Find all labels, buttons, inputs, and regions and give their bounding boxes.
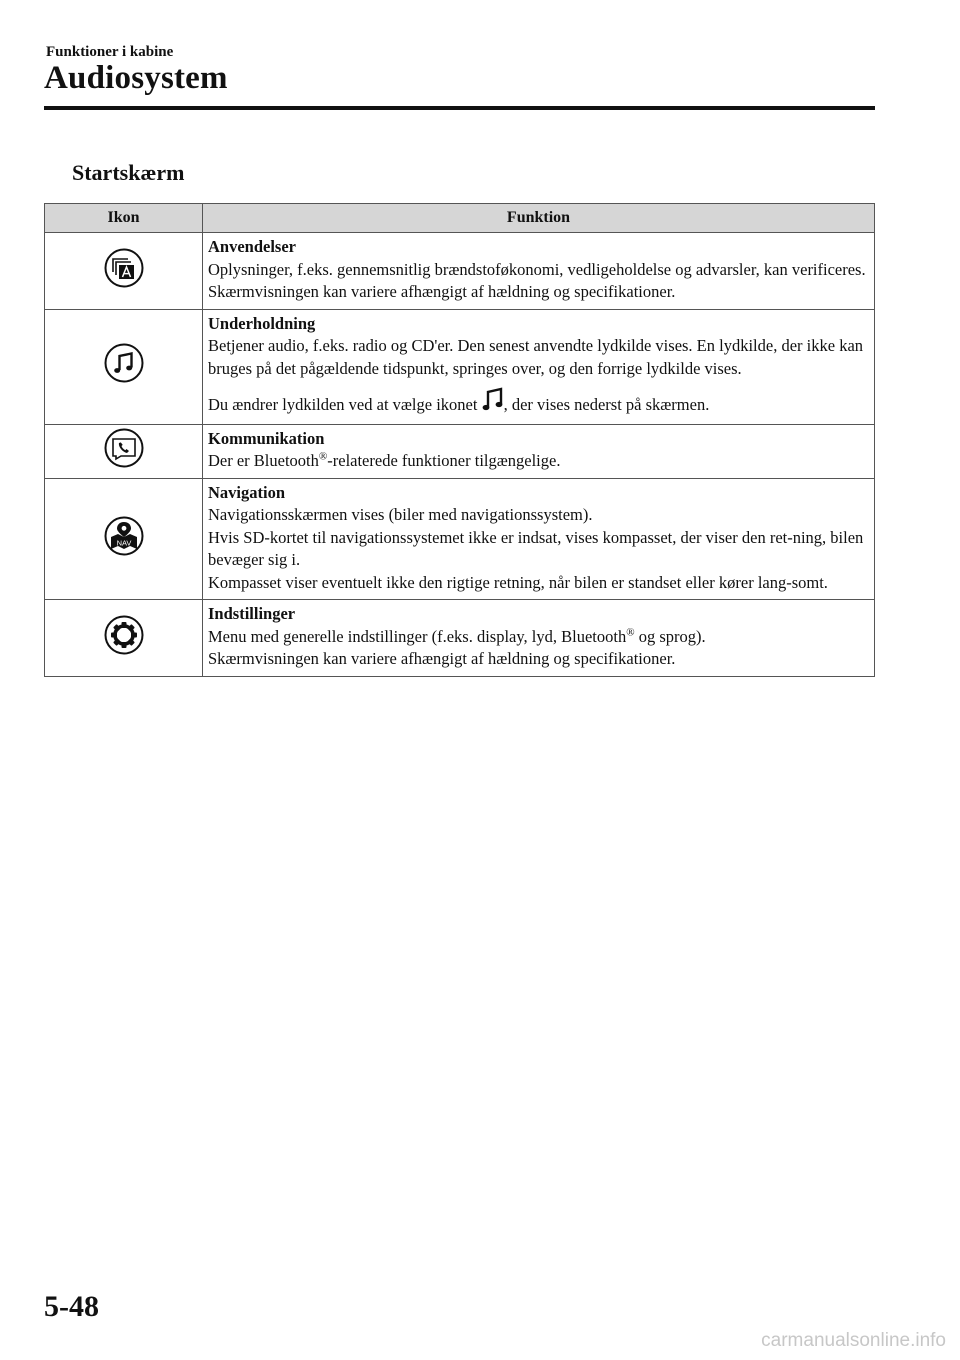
icon-cell [45,478,203,600]
table-row [45,478,875,600]
row-description: Oplysninger, f.eks. gennemsnitlig brændstoføkonomi, vedligeholdelse og advarsler, kan verificeres. [208,259,866,279]
icon-cell [45,309,203,424]
note-text-before: Du ændrer lydkilden ved at vælge ikonet [208,395,478,414]
row-description [208,450,868,473]
watermark: carmanualsonline.info [761,1330,946,1351]
function-cell [203,309,875,424]
page-number: 5-48 [44,1290,99,1323]
music-note-icon [482,386,504,419]
row-description [208,626,868,649]
table-header-row [45,204,875,233]
nav-icon [104,516,144,563]
icon-cell [45,600,203,677]
music-note-icon [104,343,144,390]
row-title: Navigation [208,482,286,502]
column-header-icon: Ikon [45,204,203,233]
section-label: Funktioner i kabine [46,44,174,60]
nav-icon-label: NAV [116,538,131,548]
row-note: Hvis SD-kortet til navigationssystemet ikke er indsat, vises kompasset, der viser den ret-ning, bilen bevæger sig i. [208,527,864,569]
table-row [45,309,875,424]
column-header-function: Funktion [203,204,875,233]
row-note: Kompasset viser eventuelt ikke den rigtige retning, når bilen er standset eller kører lang-somt. [208,572,828,592]
table-row [45,233,875,310]
registered-mark: ® [318,450,328,463]
phone-icon [104,428,144,475]
description-text: Menu med generelle indstillinger (f.eks. display, lyd, Bluetooth [208,626,627,646]
row-description: Navigationsskærmen vises (biler med navigationssystem). [208,505,593,524]
row-description: Betjener audio, f.eks. radio og CD'er. Den senest anvendte lydkilde vises. En lydkilde, der ikke kan bruges på det pågældende tidspunkt, springes over, og den forrige lydkilde vises. [208,336,864,378]
row-title: Underholdning [208,313,316,333]
icon-cell [45,233,203,310]
note-text-after: , der vises nederst på skærmen. [503,395,710,414]
row-note [208,386,868,419]
description-text: Der er Bluetooth [208,451,319,470]
description-text-after: og sprog). [634,626,706,646]
row-title: Anvendelser [208,237,296,256]
row-title: Kommunikation [208,428,325,448]
function-cell [203,424,875,478]
function-cell [203,600,875,677]
table-row [45,424,875,478]
description-text-after: -relaterede funktioner tilgængelige. [327,451,561,470]
row-note: Skærmvisningen kan variere afhængigt af hældning og specifikationer. [208,649,676,668]
header-divider [44,106,875,110]
gear-icon [104,615,144,662]
registered-mark: ® [626,626,635,638]
row-title: Indstillinger [208,604,296,623]
function-cell [203,233,875,310]
function-cell [203,478,875,600]
applications-icon [104,248,144,295]
section-heading: Startskærm [72,160,185,185]
page-title: Audiosystem [44,60,228,96]
home-screen-table [44,203,875,677]
icon-cell [45,424,203,478]
row-note: Skærmvisningen kan variere afhængigt af hældning og specifikationer. [208,282,676,301]
table-row [45,600,875,677]
